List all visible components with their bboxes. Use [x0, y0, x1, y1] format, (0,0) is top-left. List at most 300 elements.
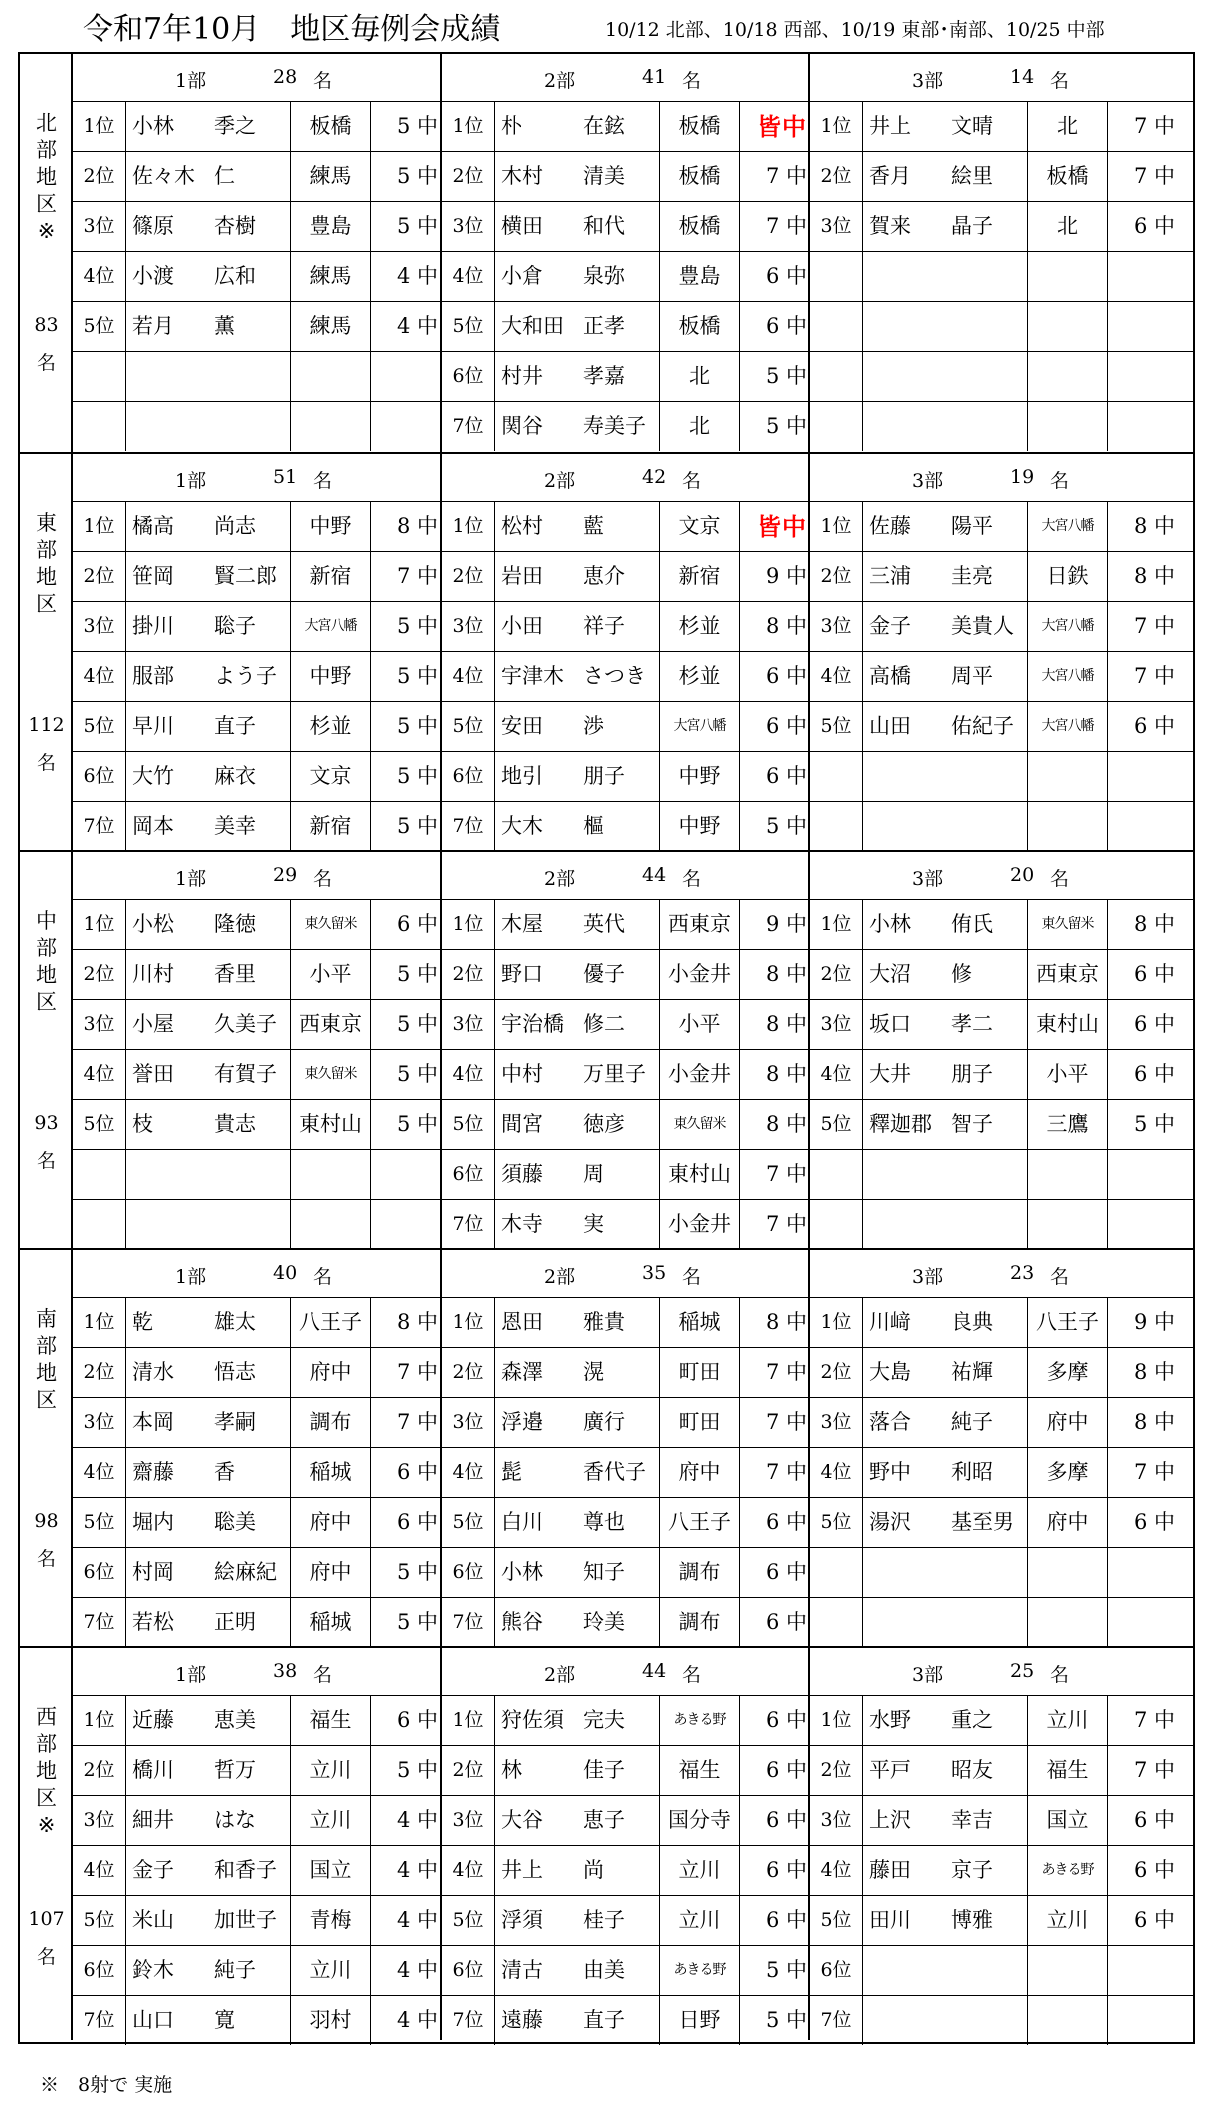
table-row [810, 1298, 1193, 1348]
name-cell [125, 402, 290, 451]
name-cell [125, 1548, 290, 1597]
last-name: 笹岡 [132, 564, 174, 588]
name-cell [494, 402, 659, 451]
name-cell [862, 1000, 1027, 1049]
region-count [20, 306, 73, 382]
first-name: 直子 [214, 714, 256, 738]
last-name: 金子 [132, 1858, 174, 1882]
club-cell: 豊島 [290, 202, 370, 251]
first-name: さつき [583, 664, 646, 688]
score-cell: 8 中 [1107, 900, 1181, 949]
club-cell [1027, 752, 1107, 801]
table-row [442, 1846, 808, 1896]
name-cell [125, 1696, 290, 1745]
last-name: 本岡 [132, 1410, 174, 1434]
last-name: 佐々木 [132, 164, 195, 188]
table-row [442, 1348, 808, 1398]
table-row [810, 302, 1193, 352]
name-cell [862, 102, 1027, 151]
table-row [810, 152, 1193, 202]
club-cell: 西東京 [290, 1000, 370, 1049]
division-count: 42 [642, 466, 667, 488]
rank-cell [810, 1200, 862, 1249]
score-cell [1107, 1598, 1181, 1647]
last-name: 細井 [132, 1808, 174, 1832]
region-name-char: 地 [36, 963, 57, 987]
region-central [20, 850, 1193, 1248]
name-cell [862, 652, 1027, 701]
club-cell: 大宮八幡 [1027, 602, 1107, 651]
name-cell [125, 1746, 290, 1795]
rank-cell [810, 752, 862, 801]
first-name: 優子 [583, 962, 625, 986]
rank-cell: 2位 [83, 1759, 115, 1781]
name-cell [125, 1298, 290, 1347]
region-count [20, 706, 73, 782]
rank-cell: 5位 [452, 1909, 484, 1931]
score-cell: 4 中 [370, 302, 444, 351]
division-count: 28 [273, 66, 298, 88]
division-unit: 名 [1050, 868, 1070, 890]
rank-cell: 2位 [452, 565, 484, 587]
perfect-score-cell: 皆中 [739, 102, 813, 151]
last-name: 平戸 [869, 1758, 911, 1782]
rank-cell: 1位 [83, 1311, 115, 1333]
division-1 [73, 1250, 440, 1646]
name-cell [125, 252, 290, 301]
score-cell: 8 中 [1107, 1398, 1181, 1447]
table-row [810, 702, 1193, 752]
club-cell: 中野 [290, 652, 370, 701]
rank-cell: 6位 [452, 365, 484, 387]
division-header [810, 454, 1193, 502]
division-count: 35 [642, 1262, 667, 1284]
table-row [442, 1398, 808, 1448]
rank-cell [810, 302, 862, 351]
first-name: 哲万 [214, 1758, 256, 1782]
event-dates: 10/12 北部、10/18 西部、10/19 東部･南部、10/25 中部 [605, 19, 1105, 41]
club-cell: 府中 [659, 1448, 739, 1497]
club-cell [1027, 1150, 1107, 1199]
first-name: 絵里 [951, 164, 993, 188]
score-cell: 6 中 [739, 1548, 813, 1597]
table-row [810, 1996, 1193, 2046]
table-row [442, 752, 808, 802]
table-row [442, 352, 808, 402]
club-cell [1027, 1200, 1107, 1249]
rank-cell: 1位 [820, 1709, 852, 1731]
rank-cell: 5位 [83, 1113, 115, 1135]
rank-cell: 2位 [820, 1759, 852, 1781]
title-row [0, 10, 1213, 50]
score-cell: 4 中 [370, 1796, 444, 1845]
division-unit: 名 [682, 1664, 702, 1686]
score-cell: 5 中 [370, 752, 444, 801]
table-row [442, 602, 808, 652]
region-count-part: 107 [28, 1908, 65, 1930]
region-count-part: 112 [28, 714, 65, 736]
name-cell [125, 1448, 290, 1497]
table-row [810, 602, 1193, 652]
region-name-char: 東 [36, 511, 57, 535]
rank-cell: 1位 [452, 913, 484, 935]
last-name: 大和田 [501, 314, 564, 338]
club-cell: 町田 [659, 1348, 739, 1397]
name-cell [494, 1100, 659, 1149]
first-name: 麻衣 [214, 764, 256, 788]
first-name: 孝二 [951, 1012, 993, 1036]
table-row [73, 1946, 440, 1996]
last-name: 大谷 [501, 1808, 543, 1832]
club-cell: 府中 [290, 1498, 370, 1547]
table-row [73, 1100, 440, 1150]
first-name: 正明 [214, 1610, 256, 1634]
table-row [73, 1846, 440, 1896]
table-row [73, 552, 440, 602]
rank-cell: 5位 [83, 1511, 115, 1533]
name-cell [862, 502, 1027, 551]
club-cell: 文京 [659, 502, 739, 551]
first-name: 知子 [583, 1560, 625, 1584]
rank-cell: 5位 [452, 1113, 484, 1135]
region-label [20, 454, 73, 850]
first-name: 京子 [951, 1858, 993, 1882]
score-cell: 7 中 [739, 202, 813, 251]
region-south [20, 1248, 1193, 1646]
last-name: 清古 [501, 1958, 543, 1982]
club-cell: 日野 [659, 1996, 739, 2045]
name-cell [125, 652, 290, 701]
rank-cell [73, 1150, 125, 1199]
score-cell: 8 中 [739, 602, 813, 651]
name-cell [862, 702, 1027, 751]
club-cell: 小金井 [659, 1050, 739, 1099]
region-name-char: 地 [36, 1361, 57, 1385]
last-name: 安田 [501, 714, 543, 738]
score-cell: 6 中 [739, 1796, 813, 1845]
last-name: 横田 [501, 214, 543, 238]
club-cell: 八王子 [659, 1498, 739, 1547]
last-name: 松村 [501, 514, 543, 538]
first-name: 修二 [583, 1012, 625, 1036]
score-cell: 5 中 [370, 702, 444, 751]
club-cell: 東村山 [1027, 1000, 1107, 1049]
club-cell: 小金井 [659, 950, 739, 999]
table-row [810, 802, 1193, 852]
first-name: 久美子 [214, 1012, 277, 1036]
first-name: 樞 [583, 814, 604, 838]
club-cell: 練馬 [290, 152, 370, 201]
last-name: 釋迦郡 [869, 1112, 932, 1136]
name-cell [125, 1200, 290, 1249]
region-name-char: 区 [36, 592, 57, 616]
last-name: 佐藤 [869, 514, 911, 538]
score-cell: 8 中 [1107, 502, 1181, 551]
table-row [73, 1548, 440, 1598]
club-cell: 八王子 [290, 1298, 370, 1347]
first-name: 有賀子 [214, 1062, 277, 1086]
region-name [20, 908, 73, 1016]
name-cell [494, 752, 659, 801]
division-unit: 名 [313, 70, 333, 92]
table-row [73, 1398, 440, 1448]
name-cell [125, 950, 290, 999]
first-name: 文晴 [951, 114, 993, 138]
rank-cell: 4位 [452, 1461, 484, 1483]
rank-cell: 6位 [452, 1163, 484, 1185]
last-name: 三浦 [869, 564, 911, 588]
last-name: 橘高 [132, 514, 174, 538]
name-cell [494, 1996, 659, 2045]
table-row [73, 352, 440, 402]
name-cell [494, 1398, 659, 1447]
division-label: 1部 [175, 1266, 207, 1288]
club-cell: 板橋 [659, 152, 739, 201]
last-name: 高橋 [869, 664, 911, 688]
name-cell [862, 752, 1027, 801]
table-row [73, 702, 440, 752]
name-cell [125, 1000, 290, 1049]
name-cell [494, 1150, 659, 1199]
rank-cell: 7位 [83, 1611, 115, 1633]
rank-cell: 3位 [820, 1411, 852, 1433]
division-3 [808, 852, 1193, 1248]
region-name [20, 510, 73, 618]
table-row [442, 1996, 808, 2046]
division-count: 51 [273, 466, 298, 488]
name-cell [125, 352, 290, 401]
score-cell: 7 中 [370, 552, 444, 601]
division-count: 20 [1010, 864, 1035, 886]
club-cell: 杉並 [290, 702, 370, 751]
name-cell [494, 1200, 659, 1249]
last-name: 熊谷 [501, 1610, 543, 1634]
score-cell: 5 中 [370, 102, 444, 151]
first-name: 周 [583, 1162, 604, 1186]
score-cell: 6 中 [1107, 950, 1181, 999]
first-name: 朋子 [583, 764, 625, 788]
first-name: 恵美 [214, 1708, 256, 1732]
name-cell [862, 1398, 1027, 1447]
club-cell: 府中 [290, 1348, 370, 1397]
division-unit: 名 [1050, 1664, 1070, 1686]
first-name: 周平 [951, 664, 993, 688]
table-row [810, 352, 1193, 402]
table-row [810, 1498, 1193, 1548]
table-row [810, 102, 1193, 152]
score-cell: 6 中 [739, 652, 813, 701]
name-cell [125, 602, 290, 651]
division-1 [73, 1648, 440, 2040]
first-name: 仁 [214, 164, 235, 188]
name-cell [494, 1598, 659, 1647]
name-cell [494, 1548, 659, 1597]
division-header [73, 852, 440, 900]
name-cell [494, 1298, 659, 1347]
division-label: 2部 [544, 1266, 576, 1288]
club-cell: あきる野 [659, 1696, 739, 1745]
division-label: 1部 [175, 868, 207, 890]
rank-cell: 6位 [452, 1959, 484, 1981]
rank-cell: 3位 [452, 1411, 484, 1433]
name-cell [862, 1946, 1027, 1995]
division-label: 2部 [544, 470, 576, 492]
score-cell: 6 中 [370, 900, 444, 949]
table-row [73, 950, 440, 1000]
rank-cell: 5位 [820, 1113, 852, 1135]
last-name: 掛川 [132, 614, 174, 638]
division-1 [73, 454, 440, 850]
table-row [810, 752, 1193, 802]
club-cell: 小平 [1027, 1050, 1107, 1099]
last-name: 狩佐須 [501, 1708, 564, 1732]
table-row [442, 1598, 808, 1648]
first-name: 良典 [951, 1310, 993, 1334]
name-cell [862, 1796, 1027, 1845]
table-row [442, 202, 808, 252]
first-name: 孝嗣 [214, 1410, 256, 1434]
division-unit: 名 [313, 1664, 333, 1686]
division-count: 19 [1010, 466, 1035, 488]
table-row [73, 900, 440, 950]
last-name: 大井 [869, 1062, 911, 1086]
club-cell: 府中 [1027, 1398, 1107, 1447]
division-1 [73, 852, 440, 1248]
region-count-part: 93 [34, 1112, 59, 1134]
rank-cell: 4位 [83, 265, 115, 287]
region-count [20, 1900, 73, 1976]
last-name: 岡本 [132, 814, 174, 838]
table-row [810, 950, 1193, 1000]
division-label: 1部 [175, 470, 207, 492]
score-cell: 6 中 [739, 1846, 813, 1895]
name-cell [125, 1896, 290, 1945]
table-row [810, 402, 1193, 452]
first-name: 薫 [214, 314, 235, 338]
name-cell [862, 252, 1027, 301]
last-name: 田川 [869, 1908, 911, 1932]
name-cell [494, 602, 659, 651]
table-row [73, 152, 440, 202]
score-cell: 8 中 [370, 502, 444, 551]
rank-cell: 1位 [820, 1311, 852, 1333]
name-cell [125, 752, 290, 801]
rank-cell: 4位 [820, 1859, 852, 1881]
region-east [20, 452, 1193, 850]
rank-cell: 7位 [452, 415, 484, 437]
region-count-part: 98 [34, 1510, 59, 1532]
region-name-char: 区 [36, 192, 57, 216]
table-row [442, 1000, 808, 1050]
rank-cell [810, 1548, 862, 1597]
score-cell: 8 中 [739, 1000, 813, 1049]
rank-cell: 2位 [452, 1361, 484, 1383]
first-name: 在鉉 [583, 114, 625, 138]
rank-cell [810, 352, 862, 401]
score-cell: 6 中 [739, 252, 813, 301]
club-cell [1027, 302, 1107, 351]
region-name [20, 1306, 73, 1414]
table-row [442, 402, 808, 452]
name-cell [862, 352, 1027, 401]
rank-cell: 3位 [83, 1809, 115, 1831]
name-cell [862, 1498, 1027, 1547]
region-name-char: 地 [36, 1759, 57, 1783]
rank-cell: 3位 [820, 1809, 852, 1831]
score-cell: 7 中 [1107, 1696, 1181, 1745]
division-label: 1部 [175, 70, 207, 92]
club-cell: 調布 [659, 1598, 739, 1647]
first-name: 尚志 [214, 514, 256, 538]
region-name-char: 地 [36, 165, 57, 189]
rank-cell: 1位 [452, 115, 484, 137]
club-cell: 稲城 [659, 1298, 739, 1347]
last-name: 篠原 [132, 214, 174, 238]
table-row [73, 1696, 440, 1746]
table-row [810, 1150, 1193, 1200]
club-cell: 板橋 [290, 102, 370, 151]
division-label: 2部 [544, 1664, 576, 1686]
rank-cell: 3位 [83, 615, 115, 637]
rank-cell: 5位 [452, 315, 484, 337]
club-cell: あきる野 [1027, 1846, 1107, 1895]
table-row [810, 1946, 1193, 1996]
name-cell [862, 1896, 1027, 1945]
last-name: 地引 [501, 764, 543, 788]
score-cell [1107, 252, 1181, 301]
score-cell: 6 中 [739, 1896, 813, 1945]
club-cell: 小平 [290, 950, 370, 999]
name-cell [494, 152, 659, 201]
table-row [442, 1696, 808, 1746]
rank-cell: 2位 [83, 963, 115, 985]
region-label [20, 1250, 73, 1646]
table-row [810, 1398, 1193, 1448]
name-cell [494, 900, 659, 949]
club-cell: 豊島 [659, 252, 739, 301]
table-row [442, 652, 808, 702]
rank-cell: 2位 [452, 1759, 484, 1781]
last-name: 川﨑 [869, 1310, 911, 1334]
division-header [73, 54, 440, 102]
name-cell [125, 1348, 290, 1397]
region-count-part: 83 [34, 314, 59, 336]
last-name: 橋川 [132, 1758, 174, 1782]
table-row [810, 552, 1193, 602]
rank-cell: 5位 [820, 715, 852, 737]
name-cell [125, 1796, 290, 1845]
table-row [442, 1150, 808, 1200]
region-name-char: 部 [36, 138, 57, 162]
rank-cell: 1位 [820, 913, 852, 935]
name-cell [494, 1498, 659, 1547]
table-row [442, 252, 808, 302]
last-name: 木寺 [501, 1212, 543, 1236]
rank-cell: 1位 [83, 515, 115, 537]
region-count [20, 1502, 73, 1578]
table-row [810, 502, 1193, 552]
name-cell [125, 1598, 290, 1647]
table-row [73, 1996, 440, 2046]
club-cell: 調布 [290, 1398, 370, 1447]
table-row [73, 302, 440, 352]
club-cell: 立川 [290, 1946, 370, 1995]
last-name: 乾 [132, 1310, 153, 1334]
first-name: 美幸 [214, 814, 256, 838]
division-unit: 名 [682, 1266, 702, 1288]
score-cell: 7 中 [1107, 652, 1181, 701]
rank-cell: 3位 [820, 1013, 852, 1035]
